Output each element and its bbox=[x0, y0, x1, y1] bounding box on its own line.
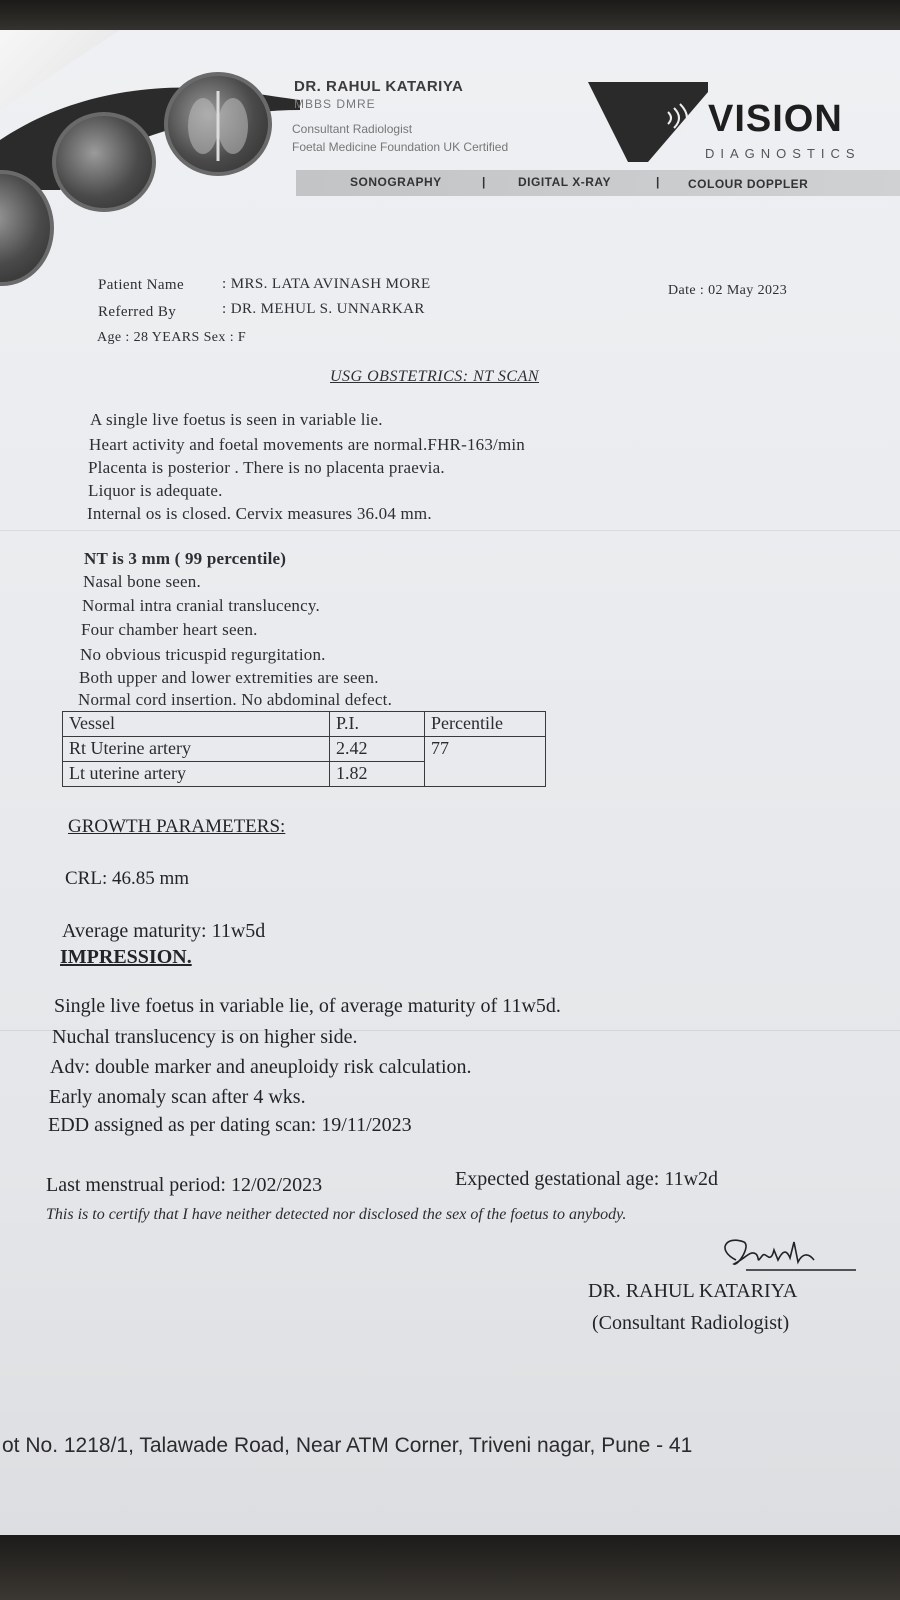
expected-gestational-age: Expected gestational age: 11w2d bbox=[455, 1168, 719, 1190]
header-title: Consultant Radiologist bbox=[292, 122, 413, 136]
report-paper bbox=[0, 30, 900, 1535]
nt-finding: Nasal bone seen. bbox=[83, 572, 201, 591]
service-digital-xray: DIGITAL X-RAY bbox=[518, 175, 611, 189]
impression-line: EDD assigned as per dating scan: 19/11/2023 bbox=[48, 1114, 412, 1136]
header-degrees: MBBS DMRE bbox=[294, 97, 376, 111]
referred-by-label: Referred By bbox=[98, 304, 177, 320]
report-date: Date : 02 May 2023 bbox=[668, 283, 788, 298]
service-colour-doppler: COLOUR DOPPLER bbox=[688, 177, 809, 191]
impression-line: Early anomaly scan after 4 wks. bbox=[49, 1086, 306, 1108]
table-row bbox=[63, 737, 546, 762]
table-header-cell: P.I. bbox=[330, 712, 425, 737]
finding-line: Heart activity and foetal movements are normal.FHR-163/min bbox=[89, 435, 526, 454]
table-header-cell: Percentile bbox=[425, 712, 546, 737]
age-sex: Age : 28 YEARS Sex : F bbox=[97, 330, 247, 345]
service-separator: | bbox=[656, 175, 660, 189]
table-cell: Rt Uterine artery bbox=[63, 737, 330, 762]
header-certification: Foetal Medicine Foundation UK Certified bbox=[292, 140, 509, 154]
table-header-row bbox=[63, 712, 546, 737]
table-cell: 77 bbox=[425, 737, 546, 787]
vessel-pi-table bbox=[62, 711, 546, 787]
impression-heading: IMPRESSION. bbox=[60, 946, 192, 968]
vision-logo-icon bbox=[588, 82, 708, 162]
referred-by-value: : DR. MEHUL S. UNNARKAR bbox=[222, 301, 425, 317]
xray-lungs-image bbox=[164, 72, 272, 176]
finding-line: A single live foetus is seen in variable lie. bbox=[90, 410, 383, 429]
table-header-cell: Vessel bbox=[63, 712, 330, 737]
signatory-title: (Consultant Radiologist) bbox=[592, 1312, 790, 1334]
ultrasound-image bbox=[52, 112, 156, 212]
certification-note: This is to certify that I have neither detected nor disclosed the sex of the foetus to anybody. bbox=[46, 1206, 627, 1223]
growth-parameters-heading: GROWTH PARAMETERS: bbox=[68, 816, 286, 837]
report-title: USG OBSTETRICS: NT SCAN bbox=[330, 368, 540, 385]
impression-line: Single live foetus in variable lie, of average maturity of 11w5d. bbox=[54, 995, 561, 1017]
nt-finding: Normal intra cranial translucency. bbox=[82, 596, 320, 615]
finding-line: Liquor is adequate. bbox=[88, 481, 223, 500]
brand-vision: VISION bbox=[708, 98, 843, 140]
crl-value: CRL: 46.85 mm bbox=[65, 868, 190, 889]
brand-diagnostics: DIAGNOSTICS bbox=[705, 146, 861, 161]
signature-image bbox=[716, 1230, 856, 1280]
nt-finding: Both upper and lower extremities are seen. bbox=[79, 668, 379, 687]
impression-line: Nuchal translucency is on higher side. bbox=[52, 1026, 358, 1048]
footer-address: ot No. 1218/1, Talawade Road, Near ATM Corner, Triveni nagar, Pune - 41 bbox=[2, 1434, 693, 1457]
nt-finding: Normal cord insertion. No abdominal defect. bbox=[78, 690, 393, 709]
signatory-name: DR. RAHUL KATARIYA bbox=[588, 1280, 798, 1302]
header-doctor-name: DR. RAHUL KATARIYA bbox=[294, 78, 464, 95]
last-menstrual-period: Last menstrual period: 12/02/2023 bbox=[46, 1174, 323, 1196]
table-cell: 2.42 bbox=[330, 737, 425, 762]
patient-name-value: : MRS. LATA AVINASH MORE bbox=[222, 276, 431, 292]
service-sonography: SONOGRAPHY bbox=[350, 175, 442, 189]
services-bar bbox=[296, 170, 900, 196]
finding-line: Placenta is posterior . There is no placenta praevia. bbox=[88, 458, 445, 477]
table-cell: Lt uterine artery bbox=[63, 762, 330, 787]
impression-line: Adv: double marker and aneuploidy risk calculation. bbox=[50, 1056, 472, 1078]
patient-name-label: Patient Name bbox=[98, 277, 185, 293]
average-maturity: Average maturity: 11w5d bbox=[62, 920, 266, 942]
background-bottom bbox=[0, 1535, 900, 1600]
nt-finding: No obvious tricuspid regurgitation. bbox=[80, 645, 326, 664]
nt-finding: Four chamber heart seen. bbox=[81, 620, 258, 639]
service-separator: | bbox=[482, 175, 486, 189]
table-cell: 1.82 bbox=[330, 762, 425, 787]
finding-line: Internal os is closed. Cervix measures 36.04 mm. bbox=[87, 504, 432, 523]
nt-measurement: NT is 3 mm ( 99 percentile) bbox=[84, 549, 287, 568]
